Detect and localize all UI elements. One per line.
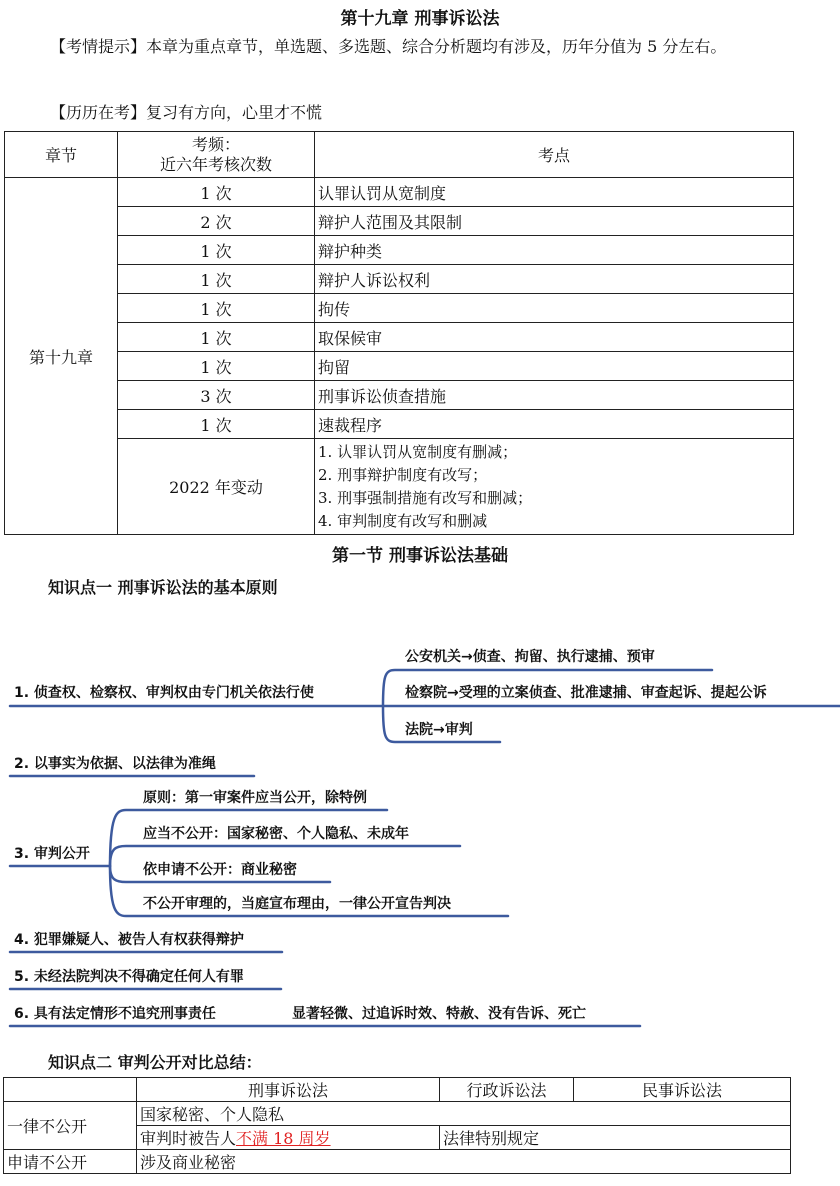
count-cell: 1 次: [118, 236, 315, 265]
header-exam-point: 考点: [315, 132, 794, 178]
mindmap-principle-4: 4. 犯罪嫌疑人、被告人有权获得辩护: [14, 932, 244, 948]
public-trial-compare-table: [3, 1077, 791, 1174]
point-cell: 拘传: [315, 294, 794, 323]
count-cell: 3 次: [118, 381, 315, 410]
header-chapter: 章节: [5, 132, 118, 178]
empty-header: [4, 1078, 137, 1102]
knowledge-point-2-title: 知识点二 审判公开对比总结：: [48, 1053, 262, 1072]
mindmap-must-not-public: 应当不公开：国家秘密、个人隐私、未成年: [143, 826, 409, 842]
count-cell: 1 次: [118, 410, 315, 439]
mindmap-principle-2: 2. 以事实为依据、以法律为准绳: [14, 756, 216, 772]
mindmap-apply-not-public: 依申请不公开：商业秘密: [143, 862, 297, 878]
mindmap-police: 公安机关→侦查、拘留、执行逮捕、预审: [405, 649, 655, 665]
mindmap-court: 法院→审判: [405, 722, 473, 738]
section-title: 第一节 刑事诉讼法基础: [332, 546, 508, 566]
count-cell: 1 次: [118, 265, 315, 294]
exam-tip-label: 【考情提示】: [50, 37, 147, 56]
count-cell: 2 次: [118, 207, 315, 236]
under-18-highlight: 不满 18 周岁: [236, 1129, 331, 1148]
row-label-apply-not-public: 申请不公开: [4, 1150, 137, 1174]
change-item: 2. 刑事辩护制度有改写；: [318, 465, 488, 484]
cell-minor-defendant: 审判时被告人不满 18 周岁: [137, 1126, 440, 1150]
point-cell: 辩护人诉讼权利: [315, 265, 794, 294]
cell-business-secret: 涉及商业秘密: [137, 1150, 791, 1174]
count-cell: 1 次: [118, 323, 315, 352]
mindmap-announce-judgment: 不公开审理的，当庭宣布理由，一律公开宣告判决: [143, 896, 451, 912]
exam-history-text: 复习有方向，心里才不慌: [146, 103, 323, 122]
knowledge-point-1-title: 知识点一 刑事诉讼法的基本原则: [48, 578, 278, 597]
chapter-title: 第十九章 刑事诉讼法: [340, 9, 500, 29]
exam-history-label: 【历历在考】: [50, 103, 147, 122]
exam-tip-text: 本章为重点章节，单选题、多选题、综合分析题均有涉及，历年分值为 5 分左右。: [146, 37, 727, 56]
point-cell: 取保候审: [315, 323, 794, 352]
row-label-never-public: 一律不公开: [4, 1102, 137, 1150]
mindmap-principle-1: 1. 侦查权、检察权、审判权由专门机关依法行使: [14, 685, 314, 701]
point-cell: 辩护种类: [315, 236, 794, 265]
count-cell: 1 次: [118, 178, 315, 207]
chapter-cell: 第十九章: [5, 178, 118, 535]
cell-special-law: 法律特别规定: [440, 1126, 791, 1150]
mindmap-procuratorate: 检察院→受理的立案侦查、批准逮捕、审查起诉、提起公诉: [405, 685, 767, 701]
change-label-cell: 2022 年变动: [118, 439, 315, 535]
mindmap-no-liability-cases: 显著轻微、过追诉时效、特赦、没有告诉、死亡: [292, 1006, 586, 1022]
header-frequency: 考频： 近六年考核次数: [118, 132, 315, 178]
mindmap-principle-5: 5. 未经法院判决不得确定任何人有罪: [14, 969, 244, 985]
change-item: 3. 刑事强制措施有改写和删减；: [318, 488, 533, 507]
count-cell: 1 次: [118, 352, 315, 381]
header-administrative: 行政诉讼法: [440, 1078, 574, 1102]
header-civil: 民事诉讼法: [574, 1078, 791, 1102]
point-cell: 认罪认罚从宽制度: [315, 178, 794, 207]
mindmap-principle-3: 3. 审判公开: [14, 846, 90, 862]
point-cell: 拘留: [315, 352, 794, 381]
change-item: 4. 审判制度有改写和删减: [318, 511, 488, 530]
change-item: 1. 认罪认罚从宽制度有删减；: [318, 442, 518, 461]
point-cell: 刑事诉讼侦查措施: [315, 381, 794, 410]
header-criminal: 刑事诉讼法: [137, 1078, 440, 1102]
mindmap-public-principle: 原则：第一审案件应当公开，除特例: [143, 790, 367, 806]
cell-state-secret: 国家秘密、个人隐私: [137, 1102, 791, 1126]
point-cell: 速裁程序: [315, 410, 794, 439]
point-cell: 辩护人范围及其限制: [315, 207, 794, 236]
mindmap-principle-6: 6. 具有法定情形不追究刑事责任: [14, 1006, 216, 1022]
count-cell: 1 次: [118, 294, 315, 323]
